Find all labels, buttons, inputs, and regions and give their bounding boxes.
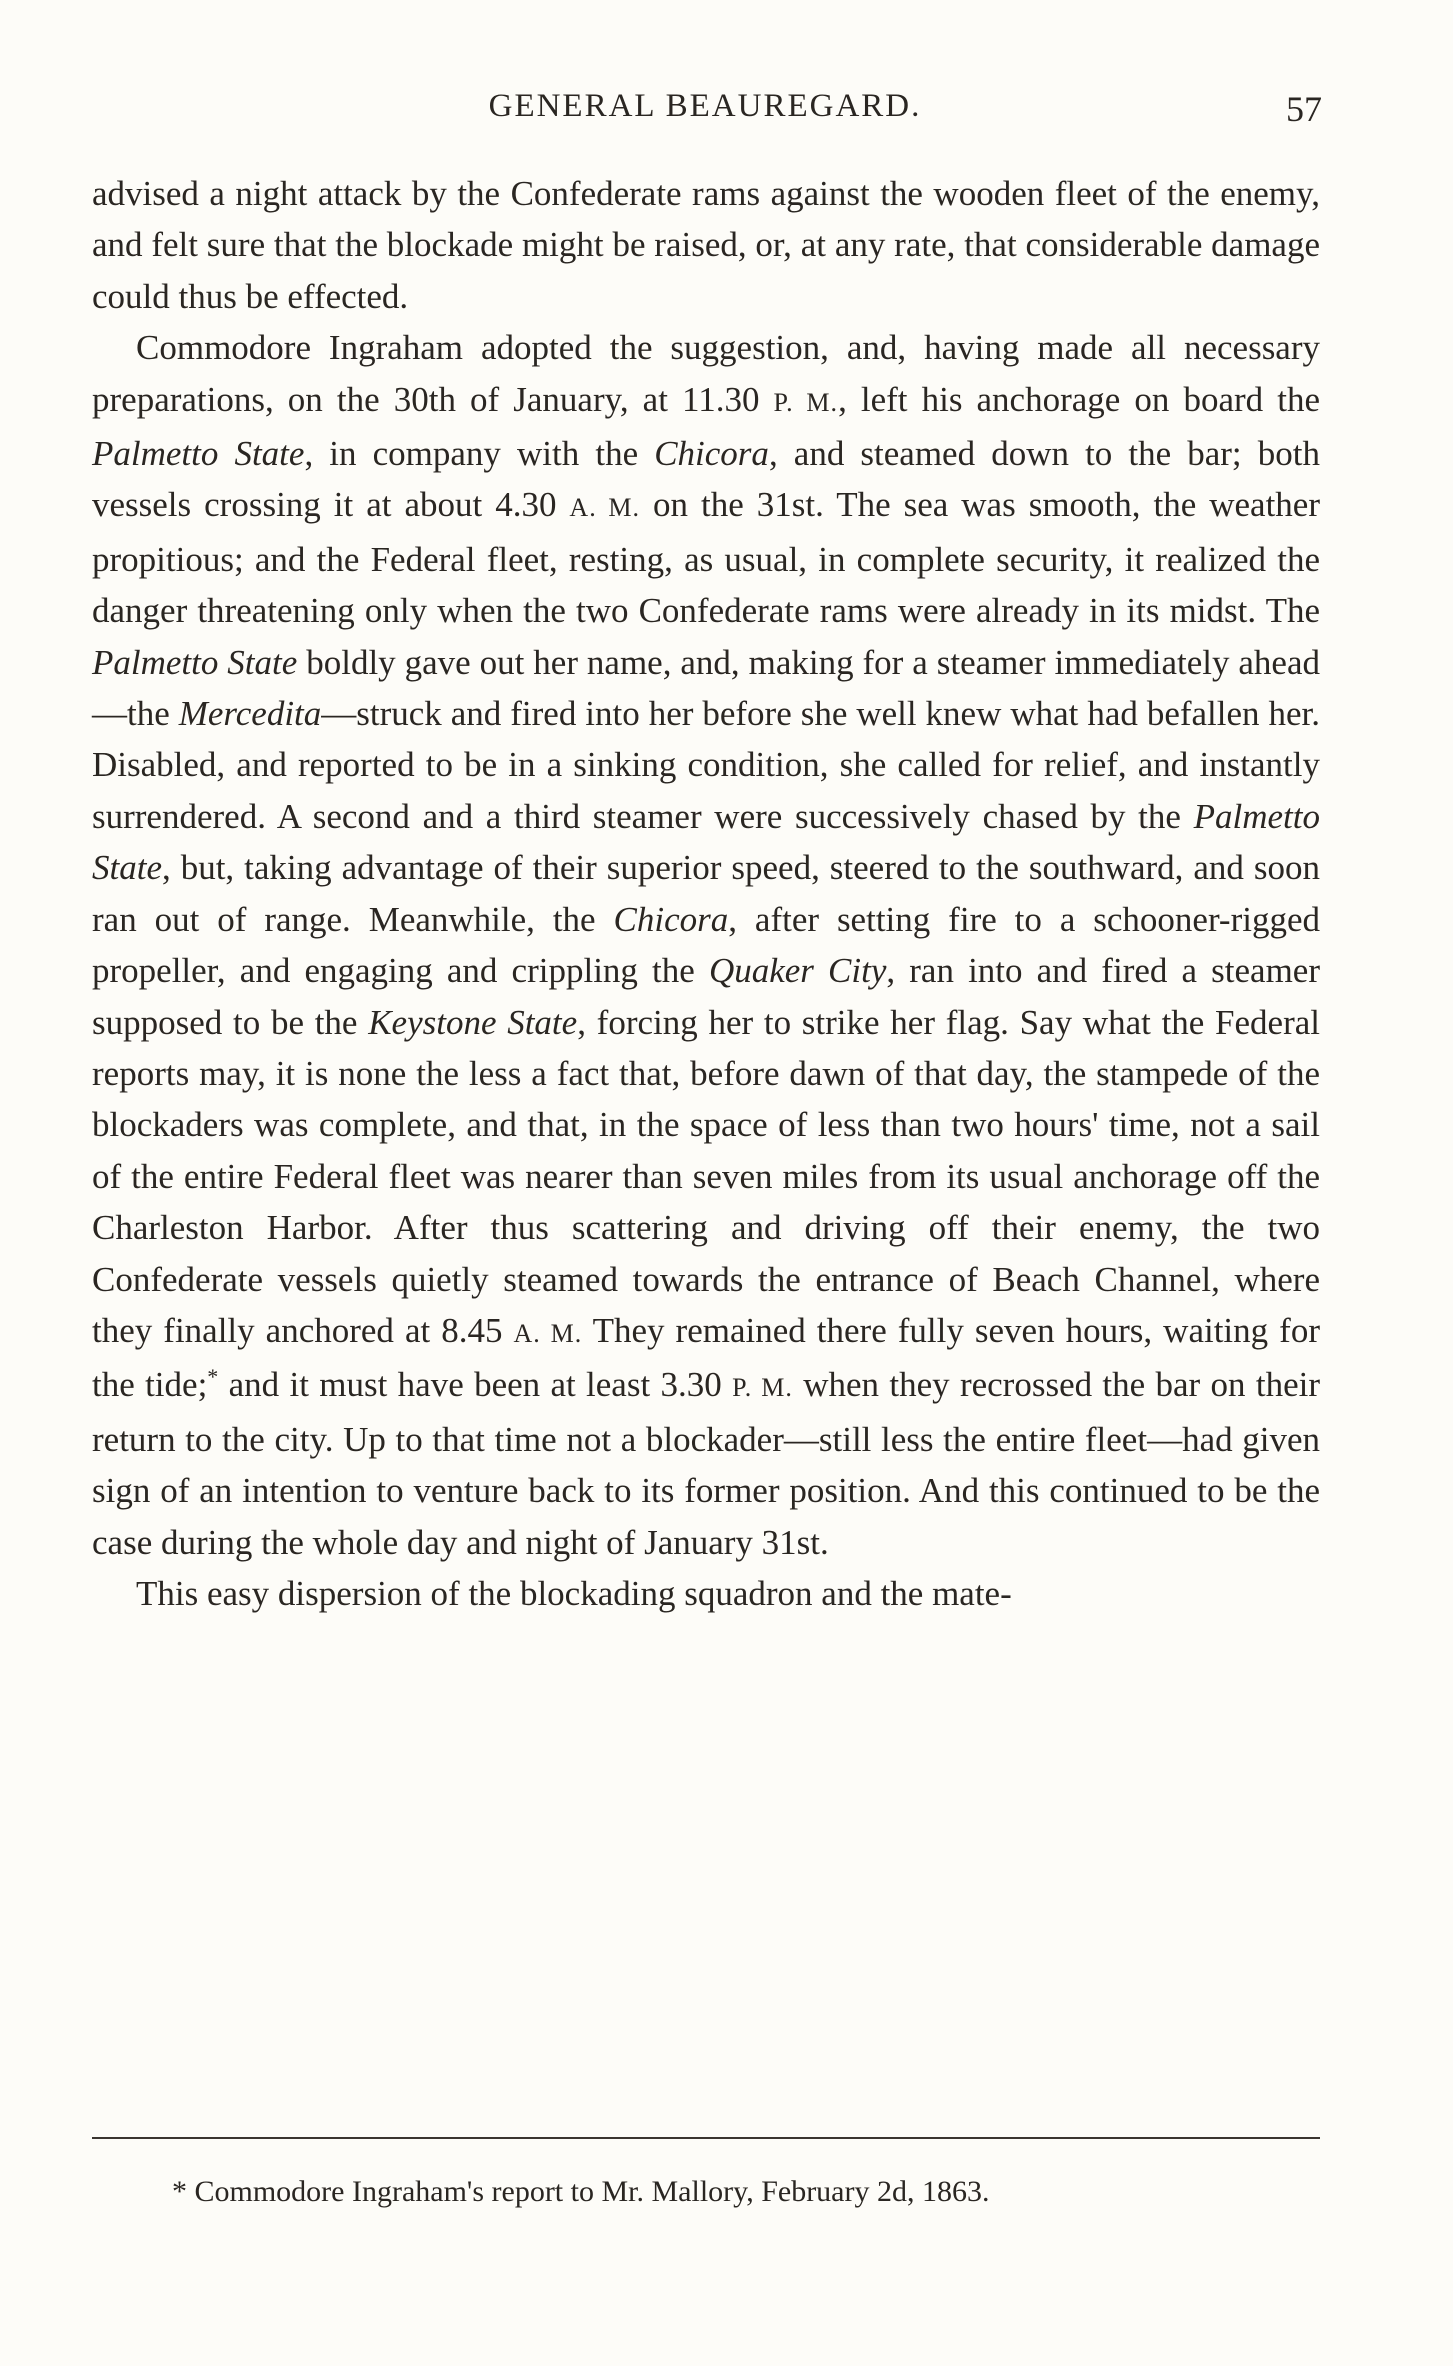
text-run: , left his anchorage on board the	[838, 379, 1321, 419]
paragraph	[92, 168, 1320, 322]
italic-text: Mercedita	[178, 694, 322, 734]
text-run: This easy dispersion of the blockading squadron and the mate-	[136, 1573, 1012, 1613]
text-run: —struck and fired into her before she well knew what had befallen her. Disabled, and reported to be in a sinking condition, she called for relief, and instantly surrendered. A second and a third steamer were successively chased by the	[92, 694, 1320, 836]
italic-text: Chicora	[654, 434, 769, 474]
text-run: , but, taking advantage of their superior speed, steered to the southward, and soon ran out of range. Meanwhile, the	[92, 848, 1320, 939]
text-run: P. M.	[732, 1373, 793, 1403]
text-run: , forcing her to strike her flag. Say what the Federal reports may, it is none the less a fact that, before dawn of that day, the stampede of the blockaders was complete, and that, in the space of less than two hours' time, not a sail of the entire Federal fleet was nearer than seven miles from its usual anchorage off the Charleston Harbor. After thus scattering and driving off their enemy, the two Confederate vessels quietly steamed towards the entrance of Beach Channel, where they finally anchored at 8.45	[92, 1002, 1320, 1350]
paragraph	[92, 322, 1320, 1568]
page-number: 57	[1286, 89, 1322, 129]
italic-text: Palmetto State	[92, 796, 1320, 888]
text-run: A. M.	[569, 493, 641, 523]
body-text	[92, 168, 1320, 1619]
text-run: A. M.	[513, 1318, 583, 1348]
text-run: on the 31st. The sea was smooth, the weather propitious; and the Federal fleet, resting, as usual, in complete security, it realized the danger threatening only when the two Confederate rams were already in its midst. The	[92, 485, 1320, 631]
text-run: and it must have been at least 3.30	[218, 1365, 733, 1405]
text-run: , ran into and fired a steamer supposed to be the	[92, 951, 1321, 1042]
text-run: advised a night attack by the Confederate rams against the wooden fleet of the enemy, and felt sure that the blockade might be raised, or, at any rate, that considerable damage could thus be effected.	[92, 174, 1320, 316]
italic-text: Chicora	[613, 899, 729, 939]
italic-text: Palmetto State	[92, 434, 305, 474]
running-head	[90, 82, 1320, 132]
italic-text: Quaker City	[708, 951, 887, 991]
text-run: boldly gave out her name, and, making for a steamer immediately ahead—the	[92, 642, 1321, 734]
footnote-marker: *	[207, 1364, 219, 1390]
text-run: Commodore Ingraham adopted the suggestion, and, having made all necessary preparations, on the 30th of January, at 11.30	[92, 328, 1320, 419]
text-run: P. M.	[773, 387, 839, 417]
paragraph	[92, 1568, 1320, 1619]
italic-text: Palmetto State	[92, 642, 298, 682]
text-run: when they recrossed the bar on their return to the city. Up to that time not a blockader—still less the entire fleet—had given sign of an intention to venture back to its former position. And this continued to be the case during the whole day and night of January 31st.	[92, 1365, 1321, 1562]
footnote: * Commodore Ingraham's report to Mr. Mallory, February 2d, 1863.	[172, 2175, 990, 2208]
text-run: , and steamed down to the bar; both vessels crossing it at about 4.30	[92, 434, 1320, 525]
text-run: , after setting fire to a schooner-rigged propeller, and engaging and crippling the	[92, 899, 1320, 991]
italic-text: Keystone State	[368, 1002, 578, 1042]
text-run: , in company with the	[304, 434, 655, 474]
text-run: They remained there fully seven hours, waiting for the tide;	[92, 1310, 1320, 1405]
running-title: GENERAL BEAUREGARD.	[488, 88, 922, 124]
footnote-divider	[92, 2137, 1320, 2139]
